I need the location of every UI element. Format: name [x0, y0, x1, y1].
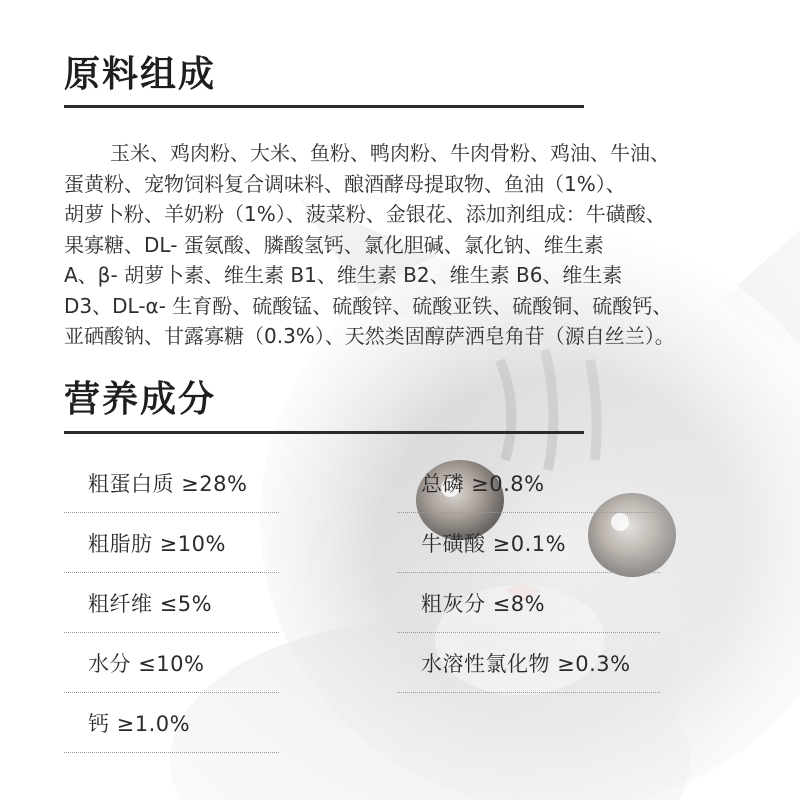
nutrition-item-label: 粗灰分 ≤8% — [421, 592, 546, 616]
nutrition-item-crude-fat — [64, 513, 279, 573]
dotted-divider — [64, 751, 279, 753]
nutrition-item-calcium — [64, 693, 279, 753]
nutrition-item-label: 钙 ≥1.0% — [88, 712, 191, 736]
nutrition-item-total-phosphorus — [397, 453, 660, 513]
ingredients-line: 胡萝卜粉、羊奶粉（1%）、菠菜粉、金银花、添加剂组成：牛磺酸、 — [64, 202, 666, 226]
nutrition-item-label: 总磷 ≥0.8% — [421, 472, 545, 496]
ingredients-title-rule — [64, 105, 584, 108]
nutrition-item-crude-fiber — [64, 573, 279, 633]
nutrition-item-label: 粗纤维 ≤5% — [88, 592, 213, 616]
ingredients-line: 玉米、鸡肉粉、大米、鱼粉、鸭肉粉、牛肉骨粉、鸡油、牛油、 — [110, 141, 670, 165]
ingredients-line: 蛋黄粉、宠物饲料复合调味料、酿酒酵母提取物、鱼油（1%）、 — [64, 171, 626, 196]
dotted-divider — [397, 691, 660, 693]
nutrition-title: 营养成分 — [64, 379, 217, 420]
nutrition-item-label: 粗蛋白质 ≥28% — [88, 472, 248, 496]
nutrition-title-rule — [64, 431, 584, 434]
nutrition-item-taurine — [397, 513, 660, 573]
nutrition-item-label: 水溶性氯化物 ≥0.3% — [421, 652, 631, 676]
nutrition-item-moisture — [64, 633, 279, 693]
ingredients-line: D3、DL-α- 生育酚、硫酸锰、硫酸锌、硫酸亚铁、硫酸铜、硫酸钙、 — [64, 293, 673, 318]
ingredients-line: A、β- 胡萝卜素、维生素 B1、维生素 B2、维生素 B6、维生素 — [64, 263, 623, 287]
ingredients-line: 亚硒酸钠、甘露寡糖（0.3%）、天然类固醇萨洒皂角苷（源自丝兰）。 — [64, 324, 675, 348]
nutrition-item-label: 牛磺酸 ≥0.1% — [421, 532, 567, 556]
nutrition-item-label: 粗脂肪 ≥10% — [88, 532, 226, 556]
ingredients-text — [64, 138, 736, 352]
nutrition-item-crude-protein — [64, 453, 279, 513]
nutrition-item-crude-ash — [397, 573, 660, 633]
nutrition-item-water-soluble-chloride — [397, 633, 660, 693]
ingredients-line: 果寡糖、DL- 蛋氨酸、膦酸氢钙、氯化胆碱、氯化钠、维生素 — [64, 232, 604, 257]
nutrition-item-label: 水分 ≤10% — [88, 652, 205, 676]
ingredients-title: 原料组成 — [64, 54, 217, 95]
